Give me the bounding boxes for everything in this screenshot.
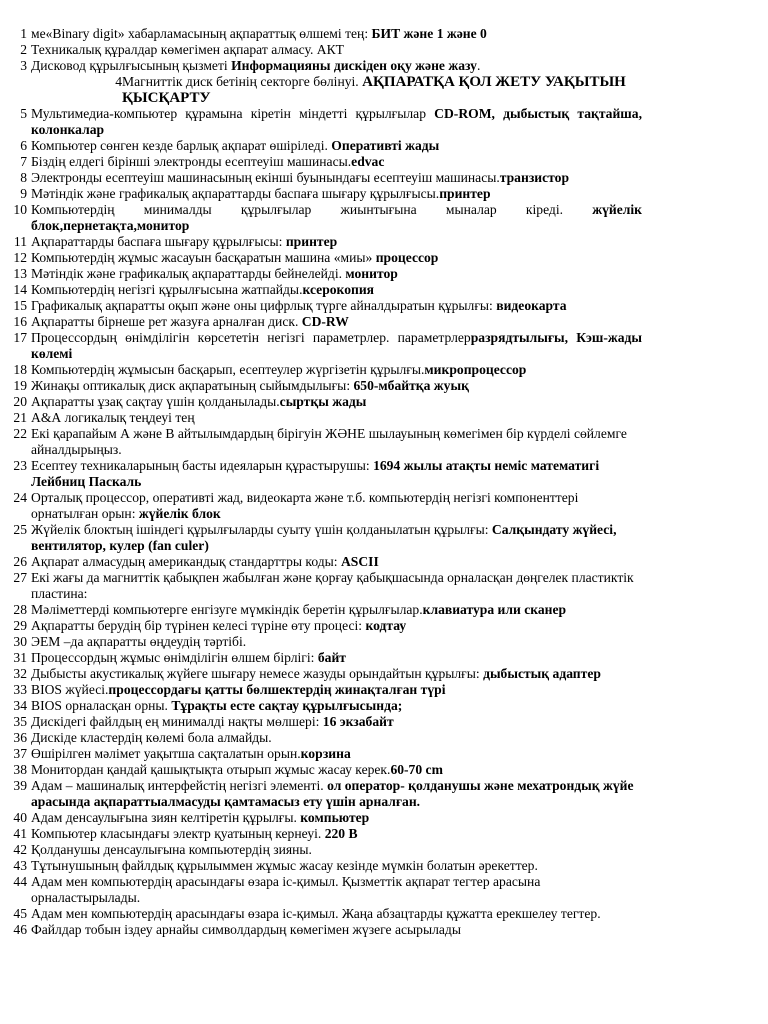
answer-text: АҚПАРАТҚА ҚОЛ ЖЕТУ УАҚЫТЫН ҚЫСҚАРТУ	[122, 74, 626, 106]
answer-text: корзина	[300, 746, 351, 761]
item-text	[31, 666, 642, 682]
list-item	[0, 458, 768, 490]
item-number: 18	[13, 362, 27, 377]
list-item	[0, 314, 768, 330]
answer-text: edvac	[351, 154, 385, 169]
list-item	[0, 282, 768, 298]
item-text	[31, 186, 642, 202]
list-item	[0, 154, 768, 170]
item-number: 5	[20, 106, 27, 121]
item-text	[31, 746, 642, 762]
answer-text: 60-70 cm	[390, 762, 443, 777]
answer-text: ол оператор- қолданушы және мехатрондық жүйе арасында ақпараттыалмасуды қамтамасыз ету үшін арналған.	[31, 778, 634, 809]
answer-text: микропроцессор	[424, 362, 527, 377]
item-text	[122, 74, 646, 106]
item-number: 20	[13, 394, 27, 409]
question-text: BIOS орналасқан орны.	[31, 698, 172, 713]
list-item	[0, 378, 768, 394]
question-text: Компьютер сөнген кезде барлық ақпарат өшіріледі.	[31, 138, 332, 153]
item-number: 9	[20, 186, 27, 201]
answer-text: разрядтылығы, Кэш-жады көлемі	[31, 330, 642, 361]
answer-text: кодтау	[365, 618, 407, 633]
item-text	[31, 250, 642, 266]
answer-text: принтер	[285, 234, 338, 249]
answer-text: видеокарта	[496, 298, 567, 313]
answer-text: Оперативті жады	[331, 138, 440, 153]
question-text: Дисковод құрылғысының қызметі	[31, 58, 232, 73]
answer-text: процессор	[375, 250, 439, 265]
item-text	[31, 570, 642, 602]
item-text	[31, 26, 642, 42]
item-number: 27	[13, 570, 27, 585]
question-text: Файлдар тобын іздеу арнайы символдардың көмегімен жүзеге асырылады	[31, 922, 461, 937]
item-number: 30	[13, 634, 27, 649]
item-number: 1	[20, 26, 27, 41]
list-item	[0, 330, 768, 362]
question-text: Ақпараттарды баспаға шығару құрылғысы:	[31, 234, 286, 249]
list-item	[0, 666, 768, 682]
question-text: Адам – машиналық интерфейстің негізгі элементі.	[31, 778, 328, 793]
list-item	[0, 714, 768, 730]
list-item	[0, 250, 768, 266]
question-text: Компьютердің минималды құрылғылар жиынтығына мыналар кіреді.	[31, 202, 593, 217]
list-item	[0, 730, 768, 746]
list-item	[0, 858, 768, 874]
item-text	[31, 138, 642, 154]
item-number: 8	[20, 170, 27, 185]
answer-text: 650-мбайтқа жуық	[353, 378, 469, 393]
question-text: Екі жағы да магниттік қабықпен жабылған және қорғау қабықшасында орналасқан дөңгелек пластиктік пластина:	[31, 570, 634, 601]
list-item	[0, 490, 768, 522]
list-item	[0, 698, 768, 714]
answer-text: ASCII	[340, 554, 379, 569]
item-number: 39	[13, 778, 27, 793]
item-number: 16	[13, 314, 27, 329]
item-number: 7	[20, 154, 27, 169]
answer-text: 1694 жылы атақты неміс математигі Лейбниц Паскаль	[31, 458, 600, 489]
list-item	[0, 266, 768, 282]
item-text	[31, 554, 642, 570]
list-item	[0, 570, 768, 602]
item-text	[31, 826, 642, 842]
item-number: 40	[13, 810, 27, 825]
item-number: 25	[13, 522, 27, 537]
question-text: Қолданушы денсаулығына компьютердің зияны.	[31, 842, 312, 857]
item-number: 21	[13, 410, 27, 425]
answer-text: монитор	[345, 266, 398, 281]
answer-text: сыртқы жады	[279, 394, 367, 409]
question-text: Біздің елдегі бірінші электронды есептеуіш машинасы.	[31, 154, 352, 169]
question-text: Компьютер класындағы электр қуатының кернеуі.	[31, 826, 325, 841]
list-item	[0, 650, 768, 666]
question-text: Тұтынушының файлдық құрылыммен жұмыс жасау кезінде мүмкін болатын әрекеттер.	[31, 858, 538, 873]
question-text: Магниттік диск бетінің секторге бөлінуі.	[122, 74, 363, 89]
list-item	[0, 170, 768, 186]
question-text: Адам мен компьютердің арасындағы өзара іс-қимыл. Қызметтік ақпарат тегтер арасына орналастырылады.	[31, 874, 541, 905]
list-item	[0, 762, 768, 778]
item-text	[31, 202, 642, 234]
item-text	[31, 234, 642, 250]
question-text: Графикалық ақпаратты оқып және оны цифрлық түрге айналдыратын құрылғы:	[31, 298, 497, 313]
item-number: 41	[13, 826, 27, 841]
list-item	[0, 810, 768, 826]
item-number: 4	[115, 74, 122, 89]
question-text: Жүйелік блоктың ішіндегі құрылғыларды суыту үшін қолданылатын құрылғы:	[31, 522, 492, 537]
answer-text: жүйелік блок,пернетақта,монитор	[31, 202, 642, 233]
list-item	[0, 58, 768, 74]
question-text: Екі қарапайым А және В айтылымдардың бірігуін ЖӘНЕ шылауының көмегімен бір күрделі сөйлемге айналдырыңыз.	[31, 426, 627, 457]
item-text	[31, 762, 642, 778]
answer-text: CD-RW	[301, 314, 349, 329]
list-item	[0, 138, 768, 154]
item-number: 42	[13, 842, 27, 857]
list-item	[0, 634, 768, 650]
list-item	[0, 618, 768, 634]
question-text: Электронды есептеуіш машинасының екінші буынындағы есептеуіш машинасы.	[31, 170, 500, 185]
item-text	[31, 922, 642, 938]
item-text	[31, 394, 642, 410]
answer-text: БИТ және 1 және 0	[371, 26, 487, 41]
list-item	[0, 410, 768, 426]
item-text	[31, 58, 642, 74]
item-number: 17	[13, 330, 27, 345]
item-text	[31, 698, 642, 714]
answer-text: 16 экзабайт	[322, 714, 394, 729]
item-number: 46	[13, 922, 27, 937]
item-number: 45	[13, 906, 27, 921]
item-number: 15	[13, 298, 27, 313]
question-text: Компьютердің жұмысын басқарып, есептеулер жүргізетін құрылғы.	[31, 362, 425, 377]
question-text: Өшірілген мәлімет уақытша сақталатын орын.	[31, 746, 301, 761]
answer-tail: .	[476, 58, 481, 73]
item-text	[31, 778, 642, 810]
item-number: 12	[13, 250, 27, 265]
list-item	[0, 746, 768, 762]
item-text	[31, 154, 642, 170]
item-number: 11	[13, 234, 27, 249]
item-number: 2	[20, 42, 27, 57]
list-item	[0, 202, 768, 234]
item-text	[31, 410, 642, 426]
answer-text: Салқындату жүйесі, вентилятор, кулер (fan culer)	[31, 522, 617, 553]
question-text: Процессордың жұмыс өнімділігін өлшем бірлігі:	[31, 650, 318, 665]
question-text: Дыбысты акустикалық жүйеге шығару немесе жазуды орындайтын құрылғы:	[31, 666, 484, 681]
list-item	[0, 74, 768, 106]
item-number: 34	[13, 698, 27, 713]
list-item	[0, 298, 768, 314]
answer-text: байт	[317, 650, 346, 665]
item-number: 31	[13, 650, 27, 665]
item-text	[31, 858, 642, 874]
question-text: Компьютердің жұмыс жасауын басқаратын машина «миы»	[31, 250, 376, 265]
item-text	[31, 522, 642, 554]
question-text: Жинақы оптикалық диск ақпаратының сыйымдылығы:	[31, 378, 354, 393]
list-item	[0, 426, 768, 458]
item-number: 32	[13, 666, 27, 681]
question-text: Компьютердің негізгі құрылғысына жатпайды.	[31, 282, 303, 297]
question-text: Адам денсаулығына зиян келтіретін құрылғы.	[31, 810, 301, 825]
list-item	[0, 42, 768, 58]
question-text: Адам мен компьютердің арасындағы өзара іс-қимыл. Жаңа абзацтарды құжатта ерекшелеу тегтер.	[31, 906, 601, 921]
item-text	[31, 426, 642, 458]
answer-text: процессордағы қатты бөлшектердің жинақталған түрі	[108, 682, 446, 697]
question-text: Ақпаратты берудің бір түрінен келесі түріне өту процесі:	[31, 618, 366, 633]
item-text	[31, 714, 642, 730]
answer-text: компьютер	[300, 810, 370, 825]
question-text: Дискіде кластердің көлемі бола алмайды.	[31, 730, 272, 745]
item-number: 14	[13, 282, 27, 297]
list-item	[0, 26, 768, 42]
list-item	[0, 186, 768, 202]
item-number: 19	[13, 378, 27, 393]
answer-text: клавиатура или сканер	[422, 602, 567, 617]
answer-text: Тұрақты есте сақтау құрылғысында;	[171, 698, 403, 713]
item-text	[31, 42, 642, 58]
question-text: Есептеу техникаларының басты идеяларын құрастырушы:	[31, 458, 374, 473]
answer-text: жүйелік блок	[138, 506, 221, 521]
item-number: 28	[13, 602, 27, 617]
answer-text: CD-ROM, дыбыстық тақтайша, колонкалар	[31, 106, 642, 137]
item-text	[31, 282, 642, 298]
item-text	[31, 602, 642, 618]
item-text	[31, 490, 642, 522]
item-text	[31, 314, 642, 330]
item-text	[31, 650, 642, 666]
item-number: 24	[13, 490, 27, 505]
item-text	[31, 106, 642, 138]
answer-text: дыбыстық адаптер	[483, 666, 601, 681]
item-number: 33	[13, 682, 27, 697]
list-item	[0, 602, 768, 618]
item-number: 26	[13, 554, 27, 569]
list-item	[0, 394, 768, 410]
item-number: 44	[13, 874, 27, 889]
item-text	[31, 874, 642, 906]
item-number: 43	[13, 858, 27, 873]
question-text: Орталық процессор, оперативті жад, видеокарта және т.б. компьютердің негізгі компоненттері орнатылған орын:	[31, 490, 579, 521]
question-text: ЭЕМ –да ақпаратты өңдеудің тәртібі.	[31, 634, 247, 649]
list-item	[0, 922, 768, 938]
list-item	[0, 554, 768, 570]
question-text: Ақпаратты ұзақ сақтау үшін қолданылады.	[31, 394, 280, 409]
item-number: 35	[13, 714, 27, 729]
answer-text: 220 В	[324, 826, 358, 841]
item-number: 3	[20, 58, 27, 73]
numbered-list	[0, 26, 768, 938]
item-text	[31, 458, 642, 490]
item-text	[31, 682, 642, 698]
question-text: А&А логикалық теңдеуі тең	[31, 410, 195, 425]
item-text	[31, 810, 642, 826]
answer-text: принтер	[439, 186, 491, 201]
item-text	[31, 618, 642, 634]
question-text: Дискідегі файлдың ең минималді нақты мөлшері:	[31, 714, 323, 729]
question-text: Мәліметтерді компьютерге енгізуге мүмкіндік беретін құрылғылар.	[31, 602, 423, 617]
question-text: BIOS жүйесі.	[31, 682, 109, 697]
item-text	[31, 362, 642, 378]
list-item	[0, 234, 768, 250]
item-text	[31, 634, 642, 650]
question-text: Ақпаратты бірнеше рет жазуға арналған диск.	[31, 314, 302, 329]
item-number: 13	[13, 266, 27, 281]
question-text: Мультимедиа-компьютер құрамына кіретін міндетті құрылғылар	[31, 106, 435, 121]
item-text	[31, 730, 642, 746]
item-number: 22	[13, 426, 27, 441]
question-text: ме«Binary digit» хабарламасының ақпараттық өлшемі тең:	[31, 26, 372, 41]
list-item	[0, 906, 768, 922]
list-item	[0, 826, 768, 842]
question-text: Процессордың өнімділігін көрсететін негізгі параметрлер. параметрлер	[31, 330, 471, 345]
list-item	[0, 522, 768, 554]
question-text: Мәтіндік және графикалық ақпараттарды баспаға шығару құрылғысы.	[31, 186, 440, 201]
list-item	[0, 874, 768, 906]
answer-text: Информацияны дискіден оқу және жазу	[231, 58, 477, 73]
item-number: 37	[13, 746, 27, 761]
item-number: 29	[13, 618, 27, 633]
question-text: Мәтіндік және графикалық ақпараттарды бейнелейді.	[31, 266, 346, 281]
list-item	[0, 778, 768, 810]
item-text	[31, 330, 642, 362]
item-number: 36	[13, 730, 27, 745]
item-text	[31, 266, 642, 282]
item-text	[31, 298, 642, 314]
list-item	[0, 842, 768, 858]
answer-text: транзистор	[499, 170, 569, 185]
question-text: Техникалық құралдар көмегімен ақпарат алмасу. АКТ	[31, 42, 344, 57]
item-text	[31, 170, 642, 186]
item-number: 38	[13, 762, 27, 777]
list-item	[0, 362, 768, 378]
item-text	[31, 842, 642, 858]
list-item	[0, 106, 768, 138]
item-number: 10	[13, 202, 27, 217]
item-text	[31, 378, 642, 394]
item-number: 23	[13, 458, 27, 473]
question-text: Монитордан қандай қашықтықта отырып жұмыс жасау керек.	[31, 762, 391, 777]
list-item	[0, 682, 768, 698]
question-text: Ақпарат алмасудың американдық стандарттры коды:	[31, 554, 341, 569]
item-text	[31, 906, 642, 922]
answer-text: ксерокопия	[302, 282, 375, 297]
item-number: 6	[20, 138, 27, 153]
